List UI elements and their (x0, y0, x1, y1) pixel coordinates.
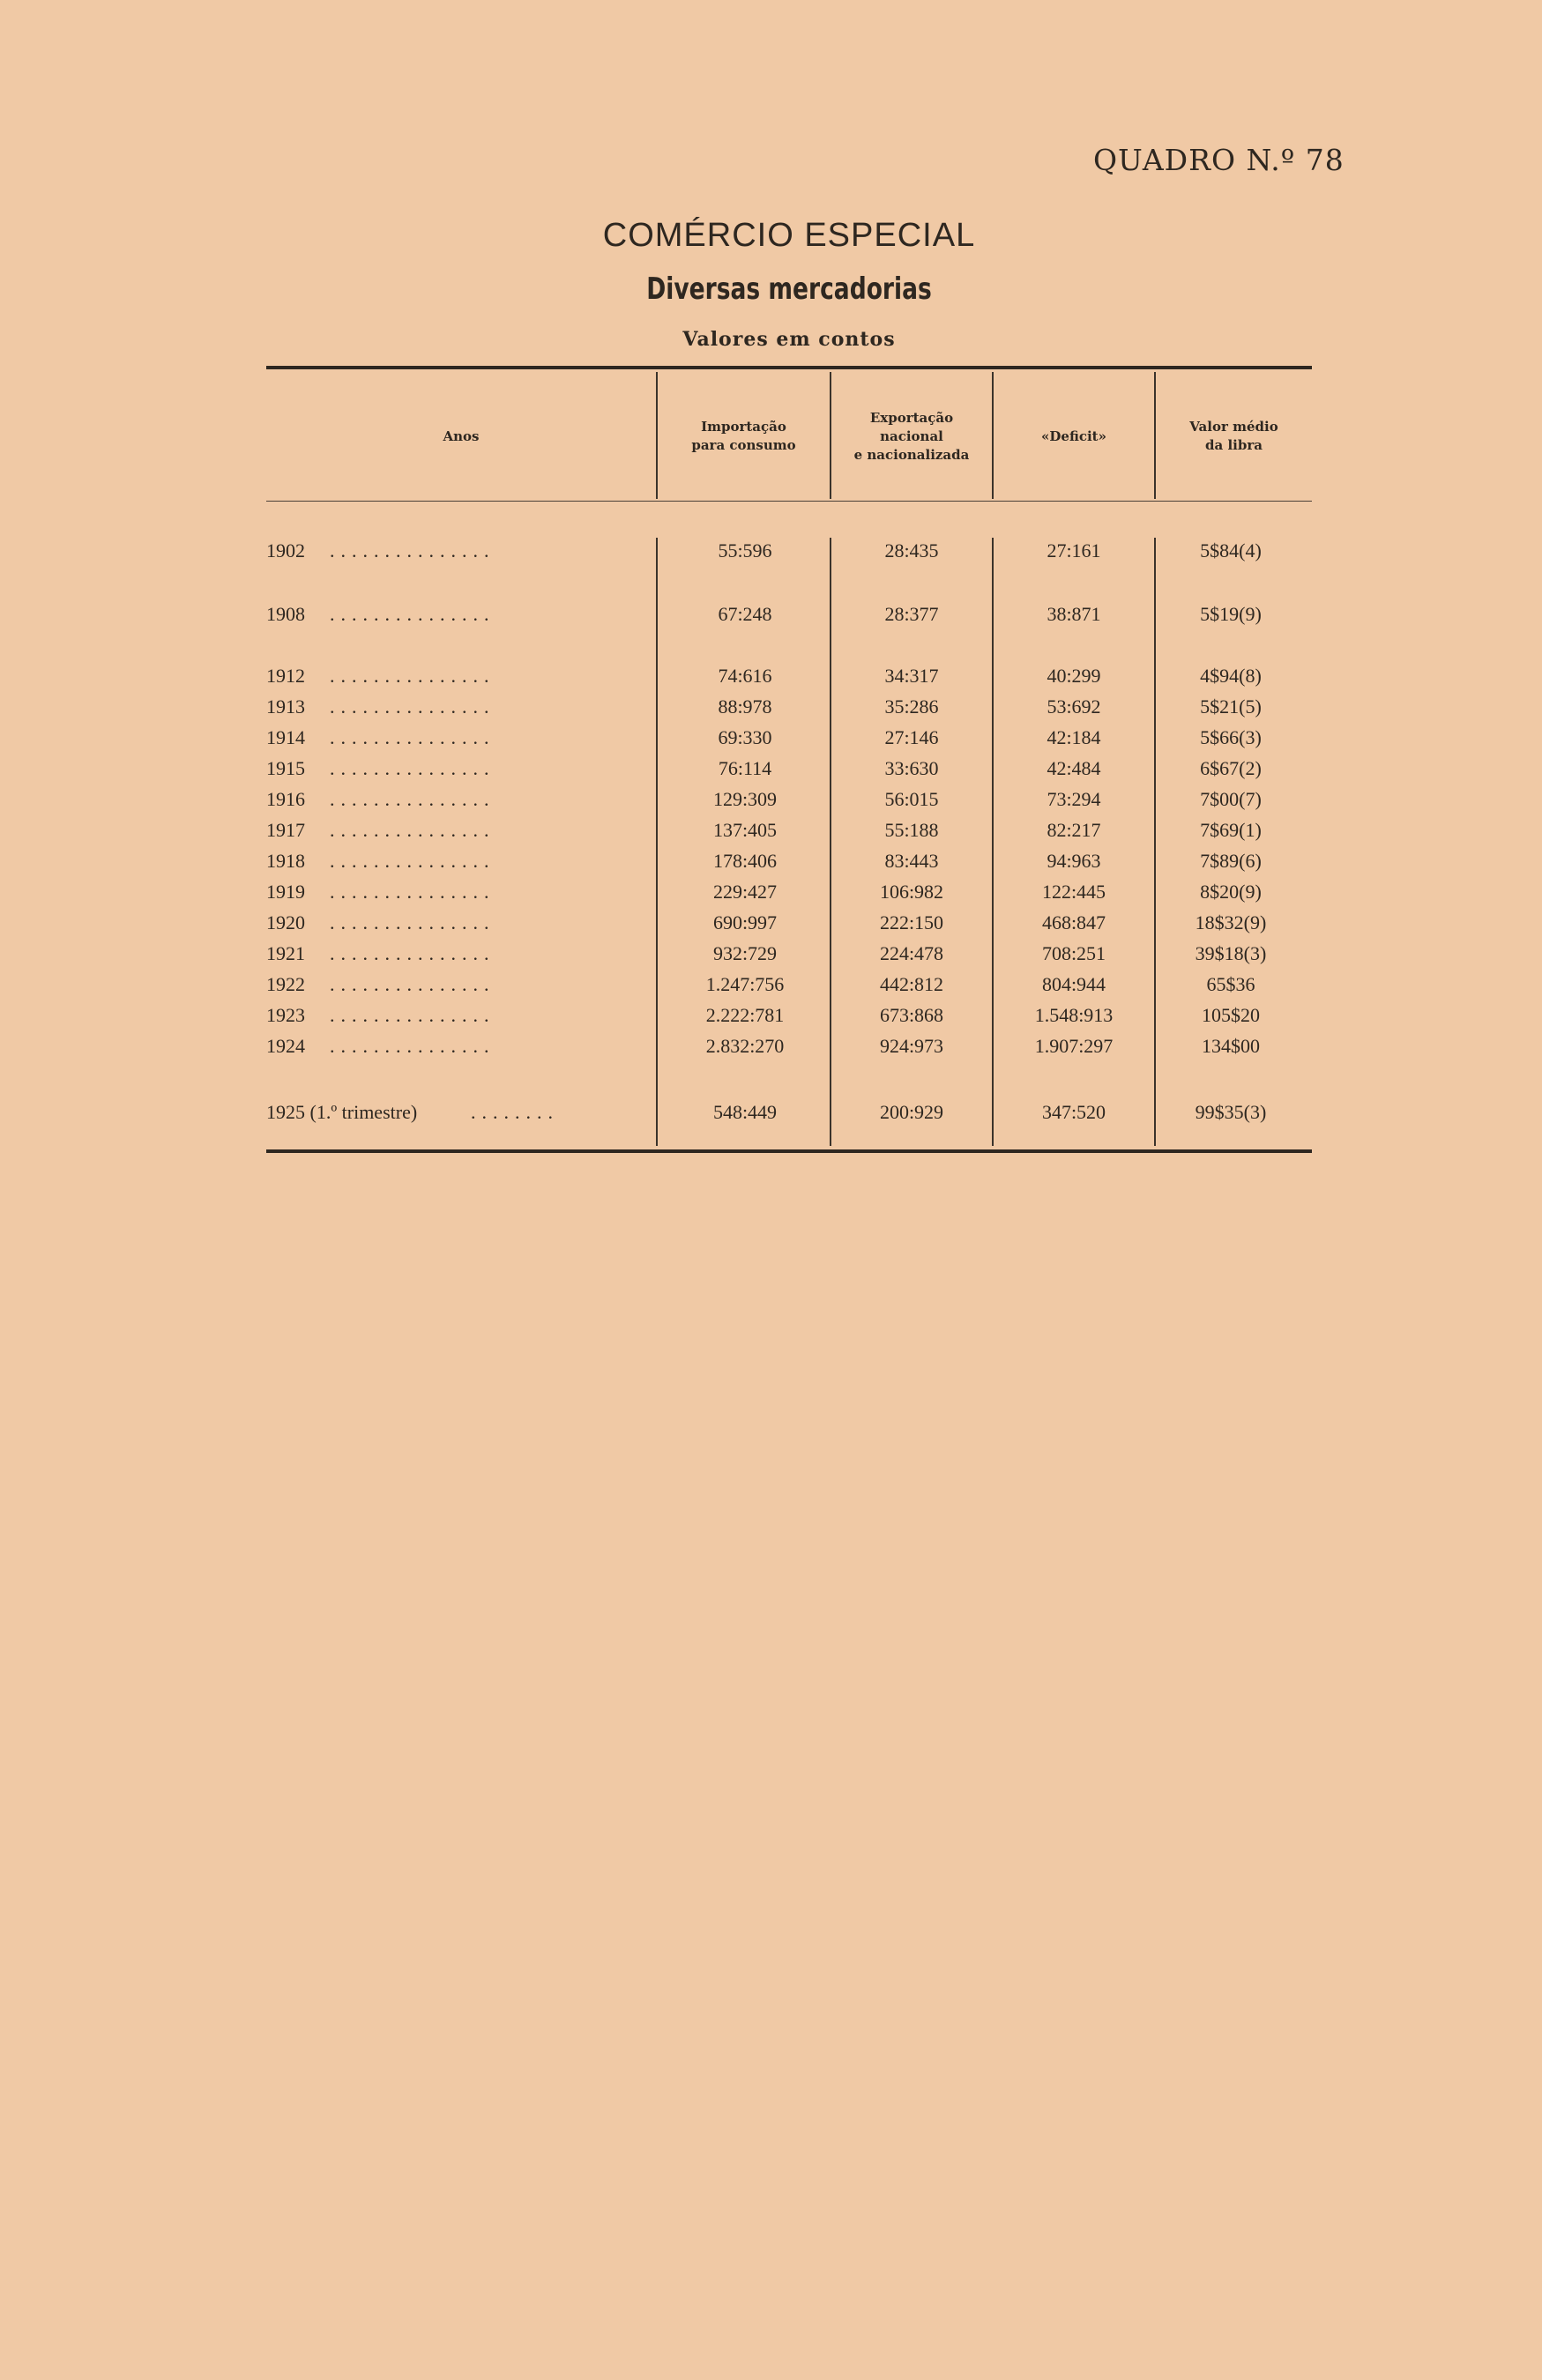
page-title: COMÉRCIO ESPECIAL (602, 217, 976, 254)
table-row: 1924 ............... 2.832:270 924:973 1.907:297 134$00 (266, 1035, 1260, 1057)
column-header-anos: Anos (443, 428, 480, 444)
table-top-rule (266, 366, 1312, 369)
table-row: 1920 ............... 690:997 222:150 468:847 18$32(9) (266, 911, 1267, 933)
header-bottom-rule (266, 501, 1312, 502)
page-subtitle: Diversas mercadorias (646, 271, 932, 307)
units-caption: Valores em contos (682, 328, 896, 351)
table-row: 1912 ............... 74:616 34:317 40:299 4$94(8) (266, 665, 1262, 687)
table-row: 1916 ............... 129:309 56:015 73:294 7$00(7) (266, 788, 1262, 810)
column-header-exportacao: Exportação nacional e nacionalizada (853, 409, 970, 463)
column-header-libra: Valor médio da libra (1189, 419, 1278, 453)
table-bottom-rule (266, 1149, 1312, 1153)
table-row: 1918 ............... 178:406 83:443 94:963 7$89(6) (266, 850, 1262, 872)
table-row: 1915 ............... 76:114 33:630 42:484 6$67(2) (266, 757, 1262, 779)
table-row: 1919 ............... 229:427 106:982 122:445 8$20(9) (266, 881, 1262, 903)
table-row: 1921 ............... 932:729 224:478 708:251 39$18(3) (266, 942, 1267, 964)
table-row: 1922 ............... 1.247:756 442:812 804:944 65$36 (266, 973, 1255, 995)
table-number: QUADRO N.º 78 (1093, 143, 1345, 177)
table-row: 1908 ............... 67:248 28:377 38:871 5$19(9) (266, 603, 1262, 625)
table-row: 1902 ............... 55:596 28:435 27:161 5$84(4) (266, 539, 1262, 562)
column-header-importacao: Importação para consumo (691, 419, 796, 453)
table-row: 1917 ............... 137:405 55:188 82:217 7$69(1) (266, 819, 1262, 841)
table-row: 1925 (1.º trimestre) ........ 548:449 200:929 347:520 99$35(3) (266, 1101, 1267, 1123)
table-row: 1913 ............... 88:978 35:286 53:692 5$21(5) (266, 695, 1262, 718)
table-row: 1914 ............... 69:330 27:146 42:184 5$66(3) (266, 726, 1262, 748)
column-header-deficit: «Deficit» (1041, 428, 1106, 444)
table-row: 1923 ............... 2.222:781 673:868 1.548:913 105$20 (266, 1004, 1260, 1026)
